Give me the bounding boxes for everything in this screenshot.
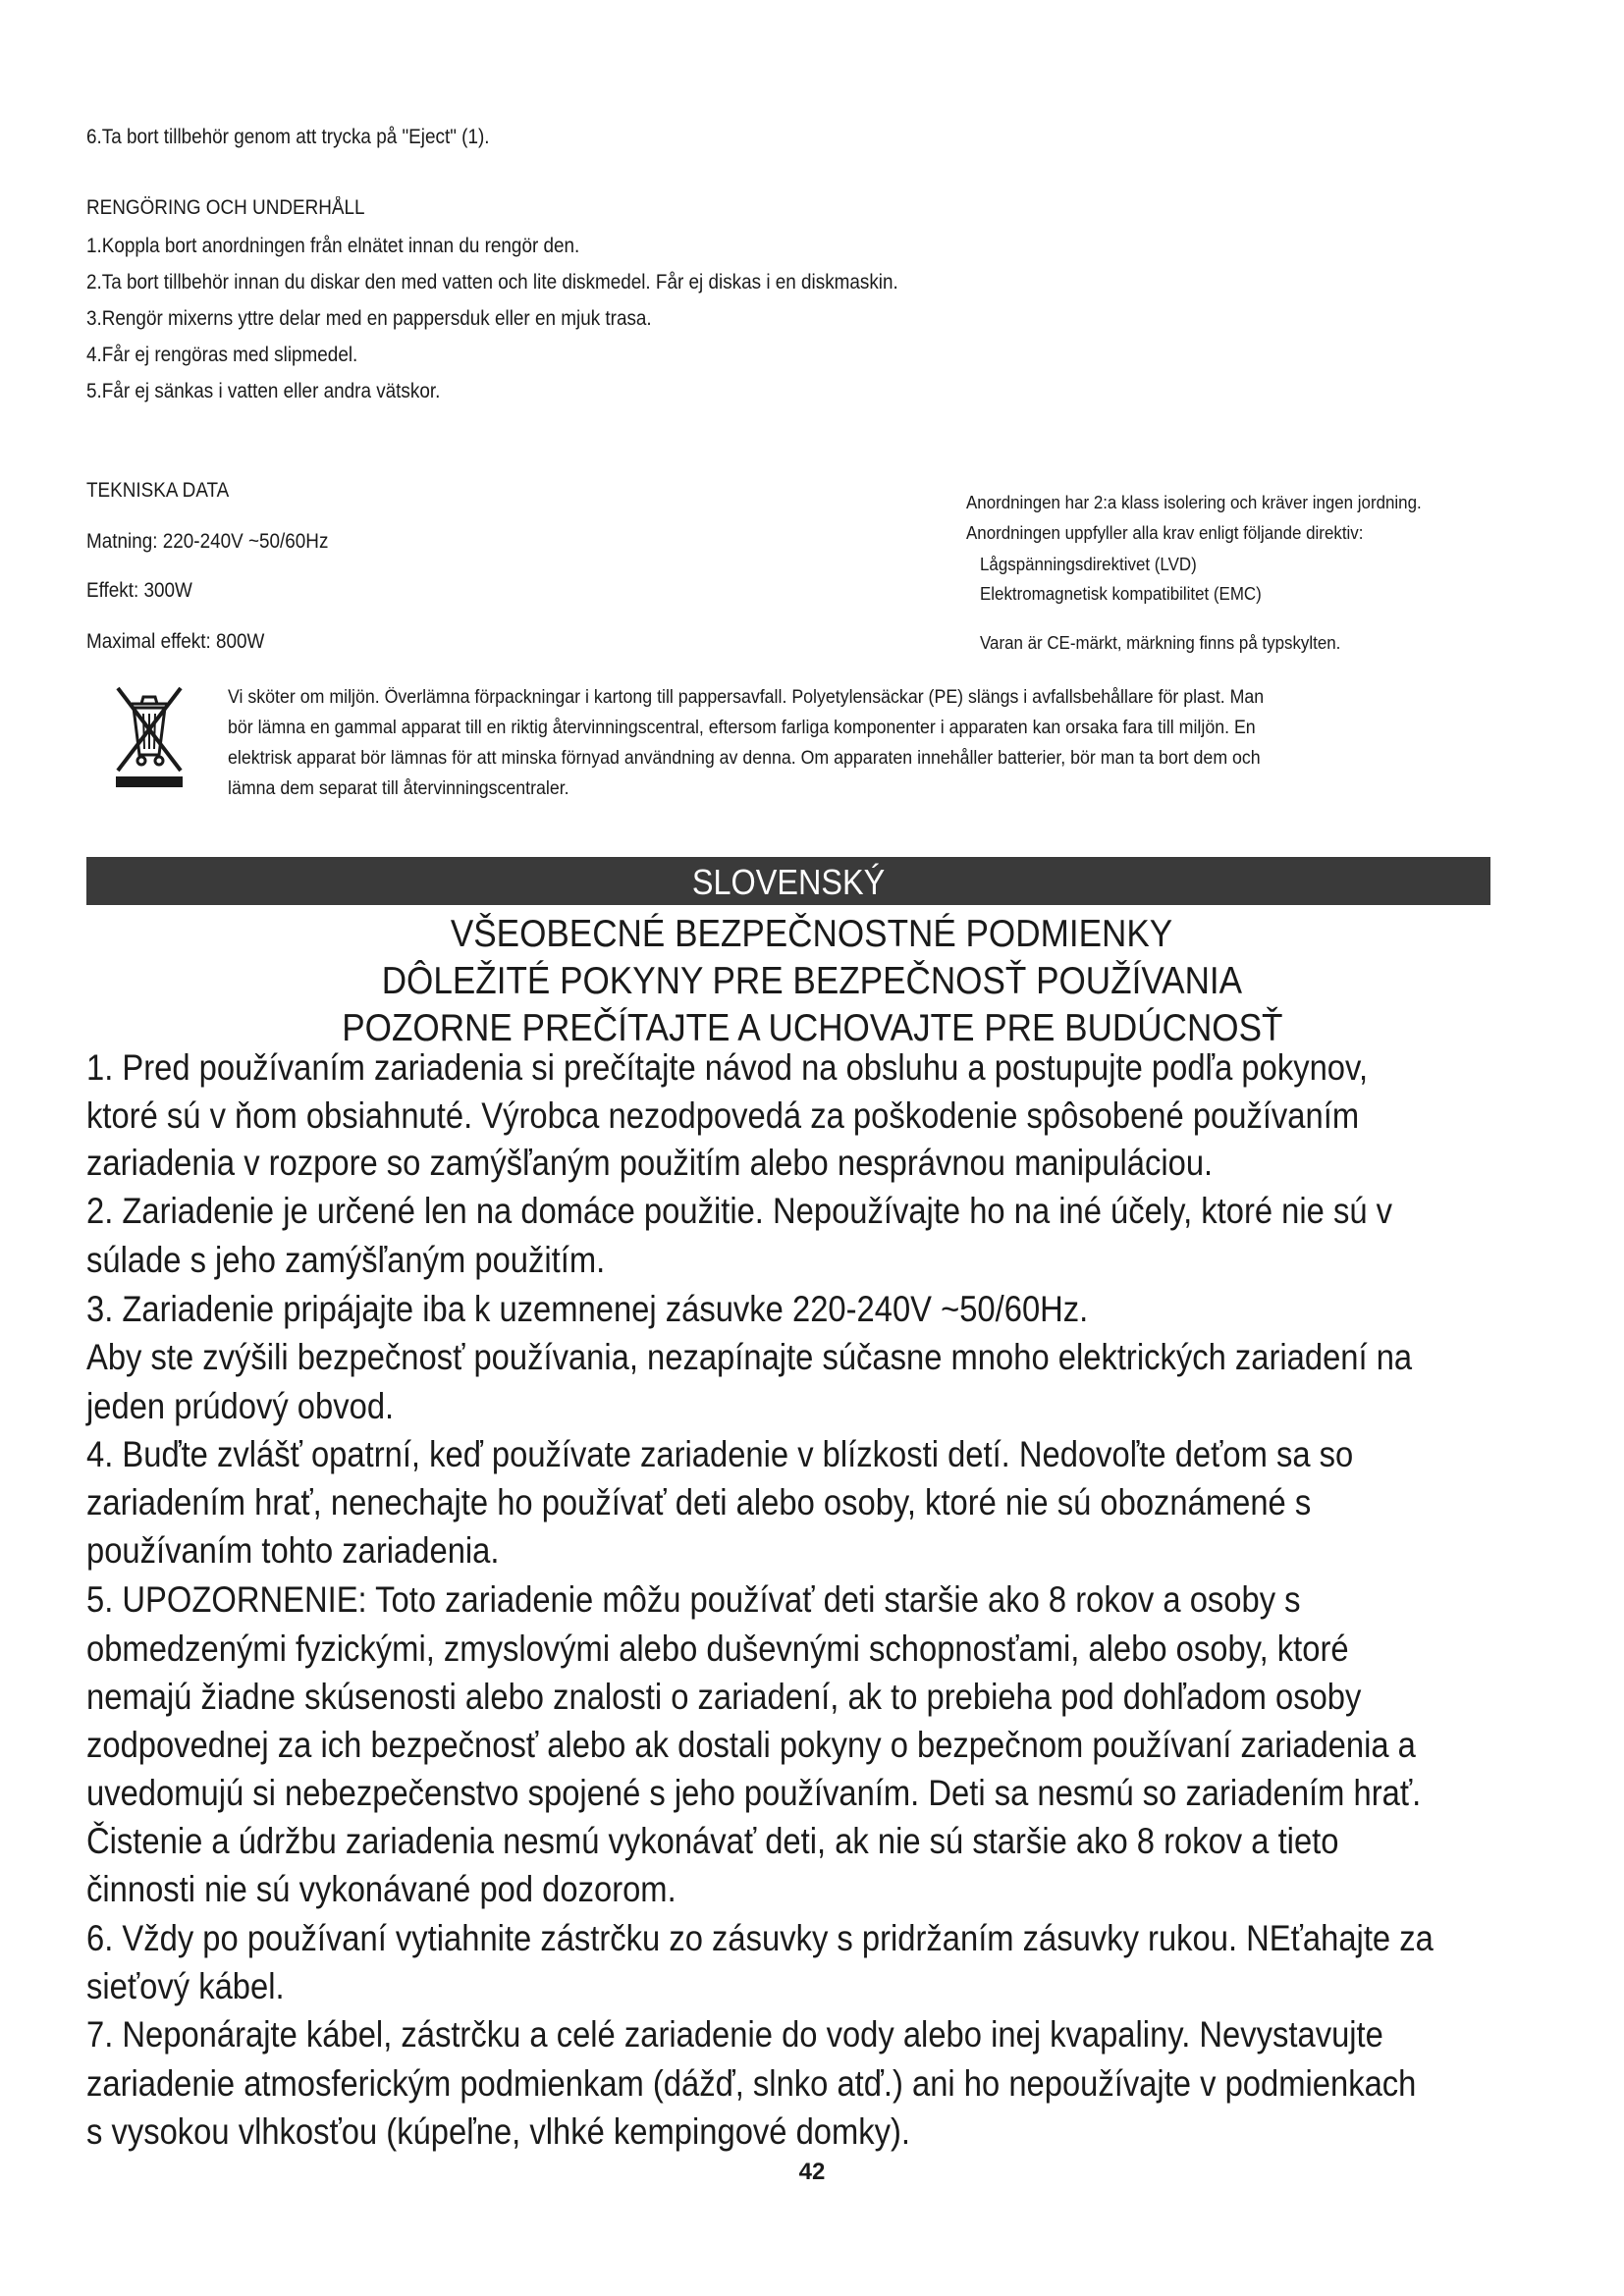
section-heading: [0, 1007, 1624, 1050]
cleaning-heading: RENGÖRING OCH UNDERHÅLL: [86, 196, 365, 219]
safety-text-line: Čistenie a údržbu zariadenia nesmú vykonávať deti, ak nie sú staršie ako 8 rokov a tieto: [86, 1821, 1339, 1861]
environment-line: Vi sköter om miljön. Överlämna förpackningar i kartong till pappersavfall. Polyetylensäckar (PE) slängs i avfallsbehållare för plast. Man: [228, 687, 1265, 708]
compliance-line: Lågspänningsdirektivet (LVD): [980, 555, 1197, 574]
safety-text-line: 2. Zariadenie je určené len na domáce použitie. Nepoužívajte ho na iné účely, ktoré nie sú v: [86, 1191, 1393, 1231]
safety-text-line: používaním tohto zariadenia.: [86, 1530, 500, 1571]
cleaning-item: 2.Ta bort tillbehör innan du diskar den med vatten och lite diskmedel. Får ej diskas i en diskmaskin.: [86, 271, 898, 294]
weee-bin-icon: [114, 680, 185, 788]
compliance-line: Anordningen uppfyller alla krav enligt följande direktiv:: [966, 523, 1364, 543]
safety-text-line: 1. Pred používaním zariadenia si prečítajte návod na obsluhu a postupujte podľa pokynov,: [86, 1047, 1369, 1088]
cleaning-item: 5.Får ej sänkas i vatten eller andra vätskor.: [86, 380, 441, 402]
safety-text-line: 7. Neponárajte kábel, zástrčku a celé zariadenie do vody alebo inej kvapaliny. Nevystavujte: [86, 2014, 1383, 2055]
section-heading-text: DÔLEŽITÉ POKYNY PRE BEZPEČNOSŤ POUŽÍVANIA: [381, 960, 1243, 1002]
language-banner: [86, 857, 1490, 905]
safety-text-line: zariadením hrať, nenechajte ho používať deti alebo osoby, ktoré nie sú oboznámené s: [86, 1482, 1312, 1522]
compliance-line: Elektromagnetisk kompatibilitet (EMC): [980, 584, 1262, 604]
safety-text-line: súlade s jeho zamýšľaným použitím.: [86, 1240, 606, 1280]
page-number: 42: [798, 2159, 826, 2185]
safety-text-line: obmedzenými fyzickými, zmyslovými alebo duševnými schopnosťami, alebo osoby, ktoré: [86, 1629, 1349, 1669]
safety-text-line: zariadenie atmosferickým podmienkam (dážď, slnko atď.) ani ho nepoužívajte v podmienkach: [86, 2063, 1417, 2104]
safety-text-line: činnosti nie sú vykonávané pod dozorom.: [86, 1869, 677, 1909]
safety-text-line: Aby ste zvýšili bezpečnosť používania, nezapínajte súčasne mnoho elektrických zariadení na: [86, 1337, 1413, 1377]
safety-text-line: ktoré sú v ňom obsiahnuté. Výrobca nezodpovedá za poškodenie spôsobené používaním: [86, 1095, 1360, 1136]
safety-text-line: s vysokou vlhkosťou (kúpeľne, vlhké kempingové domky).: [86, 2111, 911, 2152]
safety-text-line: 5. UPOZORNENIE: Toto zariadenie môžu používať deti staršie ako 8 rokov a osoby s: [86, 1579, 1301, 1620]
safety-text-line: jeden prúdový obvod.: [86, 1386, 395, 1426]
environment-line: elektrisk apparat bör lämnas för att minska förnyad användning av denna. Om apparaten innehåller batterier, bör man ta bort dem och: [228, 748, 1261, 769]
safety-text-line: 3. Zariadenie pripájajte iba k uzemnenej zásuvke 220-240V ~50/60Hz.: [86, 1289, 1089, 1329]
tech-power: Effekt: 300W: [86, 579, 192, 602]
safety-text-line: 4. Buďte zvlášť opatrní, keď používate zariadenie v blízkosti detí. Nedovoľte deťom sa so: [86, 1434, 1354, 1474]
tech-max-power: Maximal effekt: 800W: [86, 630, 265, 653]
safety-text-line: 6. Vždy po používaní vytiahnite zástrčku zo zásuvky s pridržaním zásuvky rukou. NEťahajte za: [86, 1918, 1434, 1958]
cleaning-item: 3.Rengör mixerns yttre delar med en pappersduk eller en mjuk trasa.: [86, 307, 652, 330]
compliance-line: Anordningen har 2:a klass isolering och kräver ingen jordning.: [966, 493, 1422, 512]
safety-text-line: zodpovednej za ich bezpečnosť alebo ak dostali pokyny o bezpečnom používaní zariadenia a: [86, 1725, 1416, 1765]
tech-heading: TEKNISKA DATA: [86, 479, 230, 502]
environment-line: lämna dem separat till återvinningscentraler.: [228, 778, 569, 799]
section-heading-text: VŠEOBECNÉ BEZPEČNOSTNÉ PODMIENKY: [451, 913, 1173, 955]
language-banner-label: SLOVENSKÝ: [691, 862, 886, 902]
safety-text-line: sieťový kábel.: [86, 1966, 285, 2006]
cleaning-item: 1.Koppla bort anordningen från elnätet innan du rengör den.: [86, 235, 580, 257]
section-heading-text: POZORNE PREČÍTAJTE A UCHOVAJTE PRE BUDÚCNOSŤ: [341, 1007, 1283, 1049]
safety-text-line: zariadenia v rozpore so zamýšľaným použitím alebo nesprávnou manipuláciou.: [86, 1143, 1214, 1183]
cleaning-item: 4.Får ej rengöras med slipmedel.: [86, 344, 358, 366]
compliance-line: Varan är CE-märkt, märkning finns på typskylten.: [980, 633, 1341, 653]
safety-text-line: uvedomujú si nebezpečenstvo spojené s jeho používaním. Deti sa nesmú so zariadením hrať.: [86, 1773, 1422, 1813]
environment-line: bör lämna en gammal apparat till en riktig återvinningscentral, eftersom farliga komponenter i apparaten kan orsaka fara till miljön. En: [228, 718, 1256, 738]
section-heading: [0, 913, 1624, 956]
eject-step: 6.Ta bort tillbehör genom att trycka på "Eject" (1).: [86, 126, 490, 148]
safety-text-line: nemajú žiadne skúsenosti alebo znalosti o zariadení, ak to prebieha pod dohľadom osoby: [86, 1677, 1362, 1717]
section-heading: [0, 960, 1624, 1003]
tech-power-supply: Matning: 220-240V ~50/60Hz: [86, 530, 329, 553]
